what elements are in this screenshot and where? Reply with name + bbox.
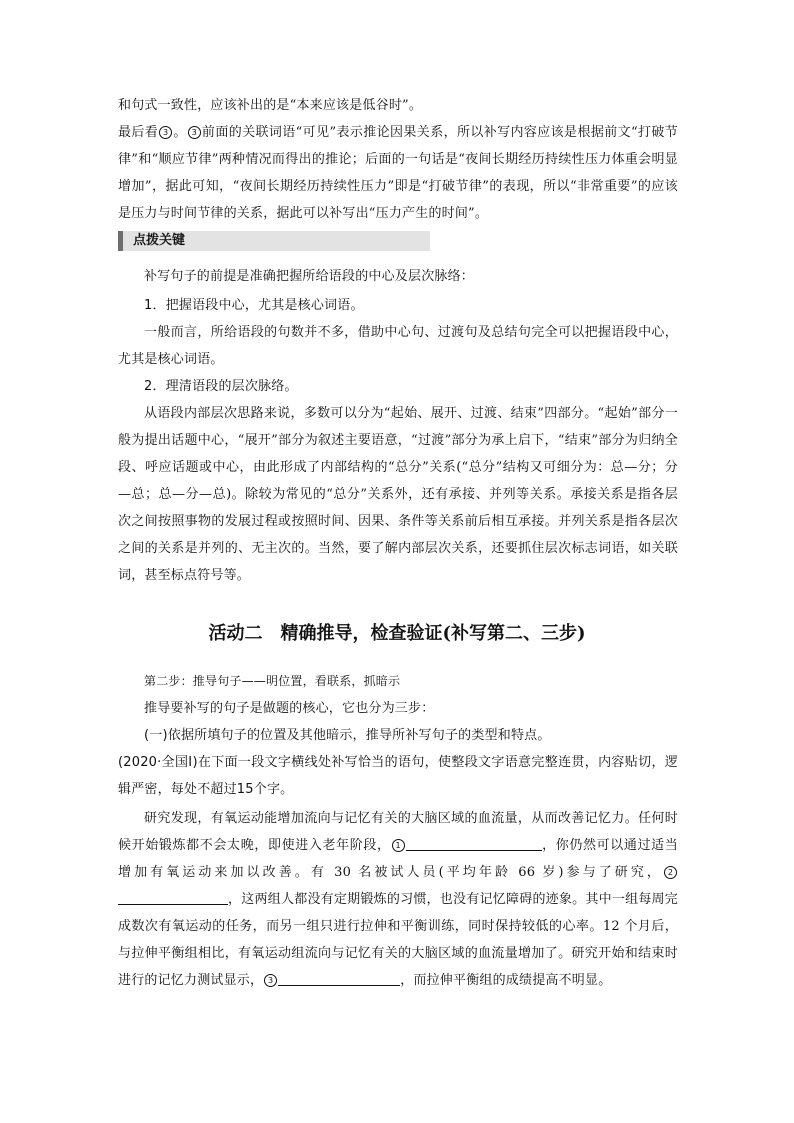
passage-seg-4: ，而拉伸平衡组的成绩提高不明显。 bbox=[400, 973, 612, 988]
answer-blank-1[interactable] bbox=[406, 836, 542, 851]
circled-number: 3 bbox=[159, 126, 172, 139]
blank-number-2: 2 bbox=[664, 866, 677, 879]
activity-heading: 活动二 精确推导，检查验证(补写第二、三步) bbox=[208, 623, 586, 644]
paragraph-answer-end bbox=[118, 92, 678, 119]
key-point-1-body-text: 一般而言，所给语段的句数并不多，借助中心句、过渡句及总结句完全可以把握语段中心，尤其是核心词语。 bbox=[118, 325, 678, 367]
question-prompt bbox=[118, 749, 678, 803]
analysis-body: 前面的关联词语“可见”表示推论因果关系，所以补写内容应该是根据前文“打破节律”和“顺应节律”两种情况而得出的推论；后面的一句话是“夜间长期经历持续性压力体重会明显增加”，据此可知，“夜间长期经历持续性压力”即是“打破节律”的表现，所以“非常重要”的应该是压力与时间节律的关系，据此可以补写出“压力产生的时间”。 bbox=[118, 125, 678, 221]
core-line bbox=[118, 695, 678, 722]
step2-text: 第二步：推导句子——明位置，看联系，抓暗示 bbox=[144, 674, 401, 688]
step2-title bbox=[118, 668, 678, 695]
blank-number-3: 3 bbox=[264, 974, 277, 987]
blank-number-1: 1 bbox=[392, 839, 405, 852]
sub-step-1 bbox=[118, 722, 678, 749]
key-point-2-title-text: 2．理清语段的层次脉络。 bbox=[144, 379, 298, 394]
key-intro bbox=[118, 263, 678, 290]
key-intro-text: 补写句子的前提是准确把握所给语段的中心及层次脉络： bbox=[144, 269, 475, 284]
core-text: 推导要补写的句子是做题的核心，它也分为三步： bbox=[144, 701, 435, 716]
section-bar bbox=[118, 231, 430, 251]
sub-step-1-text: (一)依据所填句子的位置及其他暗示，推导所补写句子的类型和特点。 bbox=[144, 728, 551, 743]
section-title: 点拨关键 bbox=[133, 233, 186, 248]
answer-text: 和句式一致性，应该补出的是“本来应该是低谷时”。 bbox=[118, 98, 423, 113]
circled-number: 3 bbox=[188, 126, 201, 139]
key-point-2-title bbox=[118, 373, 678, 400]
question-passage bbox=[118, 805, 678, 994]
key-point-1-title-text: 1．把握语段中心，尤其是核心词语。 bbox=[144, 298, 364, 313]
answer-blank-2[interactable] bbox=[118, 890, 228, 905]
key-point-2-body-text: 从语段内部层次思路来说，多数可以分为“起始、展开、过渡、结束”四部分。“起始”部分一般为提出话题中心，“展开”部分为叙述主要语意，“过渡”部分为承上启下，“结束”部分为归纳全段、呼应话题或中心，由此形成了内部结构的“总分”关系(“总分”结构又可细分为：总—分；分—总；总—分—总)。除较为常见的“总分”关系外，还有承接、并列等关系。承接关系是指各层次之间按照事物的发展过程或按照时间、因果、条件等关系前后相互承接。并列关系是指各层次之间的关系是并列的、无主次的。当然，要了解内部层次关系，还要抓住层次标志词语，如关联词，甚至标点符号等。 bbox=[118, 406, 678, 583]
question-text: (2020·全国Ⅰ)在下面一段文字横线处补写恰当的语句，使整段文字语意完整连贯，内容贴切，逻辑严密，每处不超过15个字。 bbox=[118, 755, 678, 797]
key-point-2-body bbox=[118, 400, 678, 589]
analysis-lead: 最后看 bbox=[118, 125, 159, 140]
passage-seg-3: ，这两组人都没有定期锻炼的习惯，也没有记忆障碍的迹象。其中一组每周完成数次有氧运动的任务，而另一组只进行拉伸和平衡训练，同时保持较低的心率。12 个月后，与拉伸平衡组相比，有氧运动组流向与记忆有关的大脑区域的血流量增加了。研究开始和结束时进行的记忆力测试显示， bbox=[118, 892, 678, 988]
key-point-1-body bbox=[118, 319, 678, 373]
analysis-punct: 。 bbox=[173, 125, 187, 140]
paragraph-final-analysis bbox=[118, 119, 678, 227]
passage-seg-2: ，你仍然可以通过适当增加有氧运动来加以改善。有 30 名被试人员(平均年龄 66 岁)参与了研究， bbox=[118, 838, 678, 880]
passage-seg-1: 研究发现，有氧运动能增加流向与记忆有关的大脑区域的血流量，从而改善记忆力。任何时候开始锻炼都不会太晚，即使进入老年阶段， bbox=[118, 811, 678, 853]
key-point-1-title bbox=[118, 292, 678, 319]
answer-blank-3[interactable] bbox=[278, 971, 400, 986]
